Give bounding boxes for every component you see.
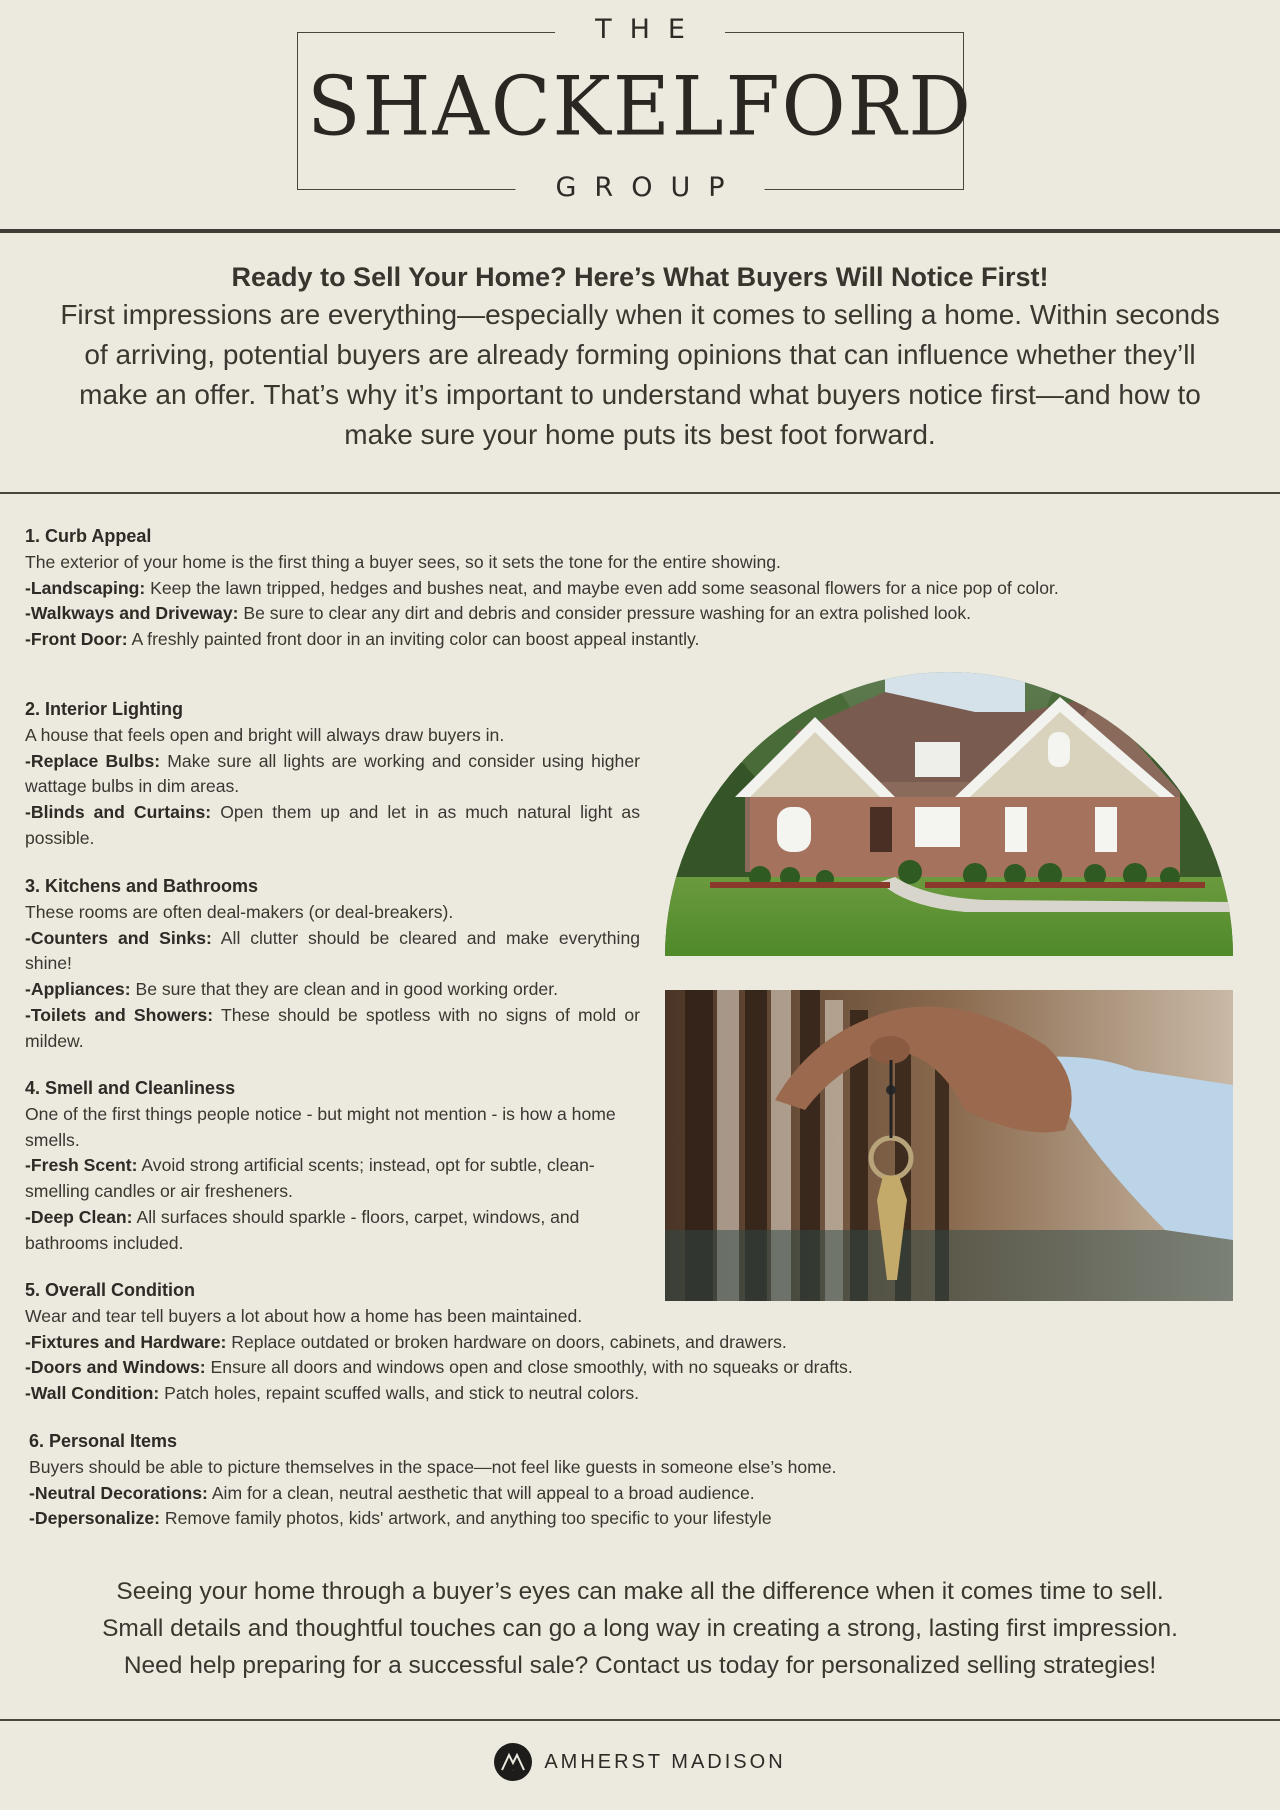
- logo-the-text: THE: [555, 14, 725, 45]
- closing-line: Small details and thoughtful touches can go a long way in creating a strong, lasting first impression.: [102, 1615, 1178, 1642]
- list-item: -Blinds and Curtains: Open them up and let in as much natural light as possible.: [25, 802, 640, 848]
- svg-text:M: M: [512, 1771, 514, 1772]
- list-item: -Fixtures and Hardware: Replace outdated or broken hardware on doors, cabinets, and drawers.: [25, 1331, 787, 1352]
- section-title: 6. Personal Items: [29, 1431, 178, 1451]
- section-title: 3. Kitchens and Bathrooms: [25, 876, 259, 896]
- section-curb-appeal: [25, 524, 1105, 653]
- intro-divider: [0, 492, 1280, 494]
- section-title: 5. Overall Condition: [25, 1280, 196, 1300]
- list-item: -Toilets and Showers: These should be spotless with no signs of mold or mildew.: [25, 1004, 640, 1051]
- section-personal-items: [29, 1429, 1109, 1532]
- footer: [0, 1743, 1280, 1781]
- list-item: -Appliances: Be sure that they are clean and in good working order.: [25, 979, 558, 1000]
- amherst-madison-logo-icon: [494, 1743, 532, 1781]
- section-lead: These rooms are often deal-makers (or deal-breakers).: [25, 901, 454, 922]
- section-lead: A house that feels open and bright will always draw buyers in.: [25, 724, 505, 745]
- section-title: 4. Smell and Cleanliness: [25, 1078, 236, 1098]
- footer-brand: AMHERST MADISON: [544, 1750, 786, 1773]
- closing-line: Need help preparing for a successful sale? Contact us today for personalized selling strategies!: [123, 1652, 1157, 1679]
- intro-title: Ready to Sell Your Home? Here’s What Buyers Will Notice First!: [231, 262, 1049, 292]
- section-title: 2. Interior Lighting: [25, 699, 183, 719]
- section-interior-lighting: [25, 697, 640, 852]
- header-divider: [0, 229, 1280, 233]
- header-logo: [0, 0, 1280, 232]
- list-item: -Replace Bulbs: Make sure all lights are working and consider using higher wattage bulbs in dim areas.: [25, 750, 640, 797]
- intro: [60, 262, 1220, 455]
- closing-message: [20, 1573, 1260, 1684]
- section-title: 1. Curb Appeal: [25, 526, 152, 546]
- section-lead: Buyers should be able to picture themselves in the space—not feel like guests in someone else’s home.: [29, 1456, 837, 1477]
- footer-divider: [0, 1719, 1280, 1721]
- section-kitchens-bathrooms: [25, 874, 640, 1055]
- intro-body: First impressions are everything—especially when it comes to selling a home. Within seconds of arriving, potential buyers are already forming opinions that can influence whether they’ll make an offer. That’s why it’s important to understand what buyers notice first—and how to make sure your home puts its best foot forward.: [60, 299, 1220, 450]
- closing-line: Seeing your home through a buyer’s eyes can make all the difference when it comes time to sell.: [116, 1578, 1164, 1605]
- list-item: -Walkways and Driveway: Be sure to clear any dirt and debris and consider pressure washing for an extra polished look.: [25, 603, 972, 624]
- list-item: -Doors and Windows: Ensure all doors and windows open and close smoothly, with no squeaks or drafts.: [25, 1357, 853, 1378]
- list-item: -Landscaping: Keep the lawn tripped, hedges and bushes neat, and maybe even add some seasonal flowers for a nice pop of color.: [25, 577, 1059, 598]
- section-lead: Wear and tear tell buyers a lot about how a home has been maintained.: [25, 1305, 583, 1326]
- list-item: -Counters and Sinks: All clutter should be cleared and make everything shine!: [25, 927, 641, 974]
- logo-group-text: GROUP: [516, 172, 765, 203]
- keys-photo: [665, 990, 1233, 1301]
- section-smell-cleanliness: [25, 1076, 645, 1257]
- list-item: -Neutral Decorations: Aim for a clean, neutral aesthetic that will appeal to a broad audience.: [29, 1482, 755, 1503]
- list-item: -Deep Clean: All surfaces should sparkle - floors, carpet, windows, and bathrooms included.: [25, 1206, 580, 1253]
- list-item: -Depersonalize: Remove family photos, kids' artwork, and anything too specific to your lifestyle: [29, 1508, 772, 1529]
- list-item: -Wall Condition: Patch holes, repaint scuffed walls, and stick to neutral colors.: [25, 1383, 640, 1404]
- house-photo: [665, 672, 1233, 956]
- list-item: -Front Door: A freshly painted front door in an inviting color can boost appeal instantly.: [25, 629, 700, 650]
- section-lead: The exterior of your home is the first thing a buyer sees, so it sets the tone for the entire showing.: [25, 551, 781, 572]
- list-item: -Fresh Scent: Avoid strong artificial scents; instead, opt for subtle, clean-smelling candles or air fresheners.: [25, 1155, 595, 1202]
- logo-name-text: SHACKELFORD: [307, 59, 973, 155]
- section-lead: One of the first things people notice - but might not mention - is how a home smells.: [25, 1103, 616, 1150]
